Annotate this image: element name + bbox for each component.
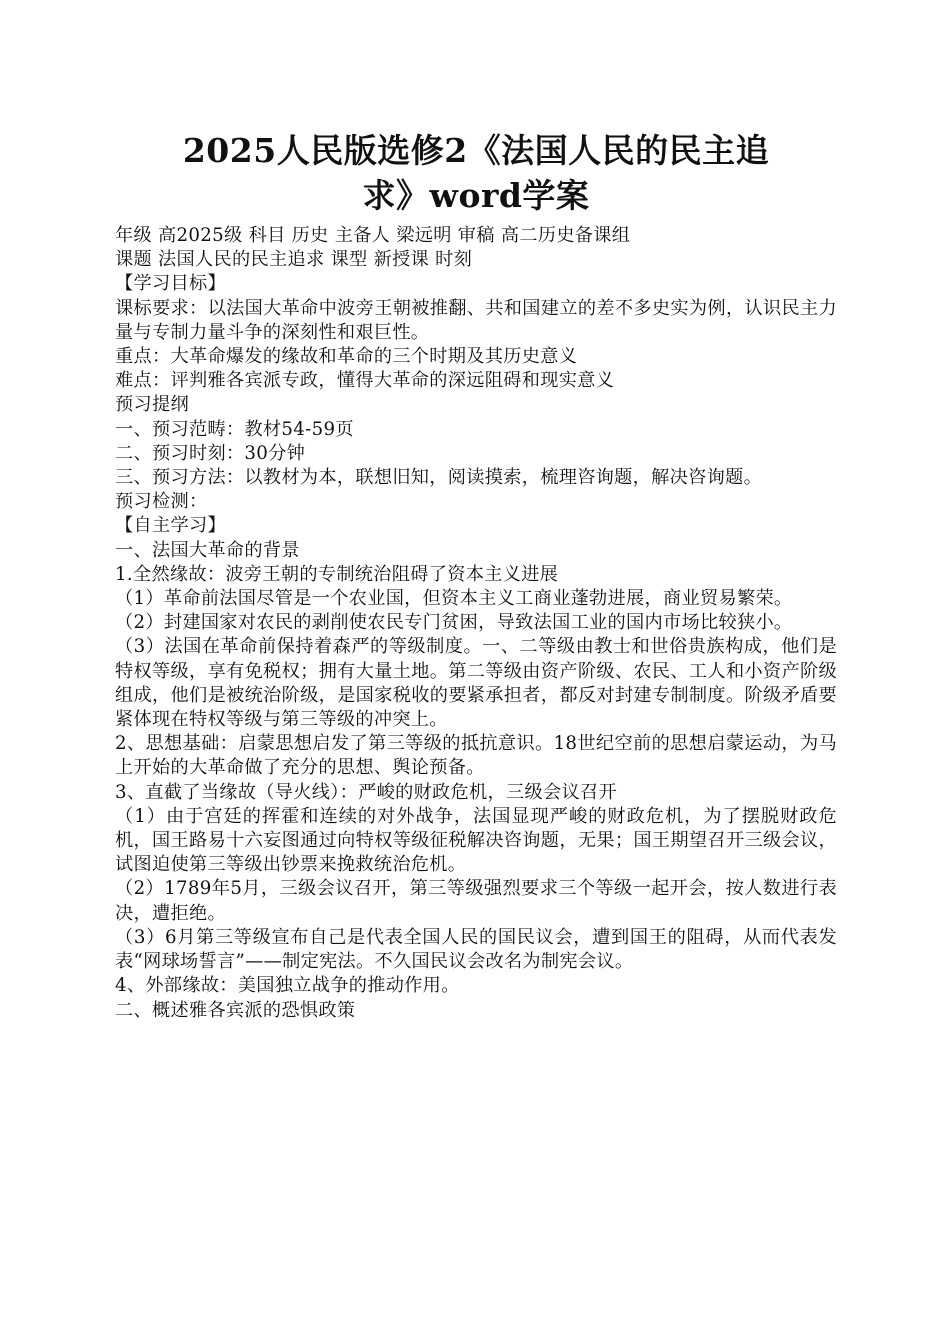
paragraph-direct-cause-3: （3）6月第三等级宣布自己是代表全国人民的国民议会，遭到国王的阻碍，从而代表发表“网球场誓言”——制定宪法。不久国民议会改名为制宪会议。 (115, 926, 837, 973)
subheading-background: 一、法国大革命的背景 (115, 539, 300, 561)
paragraph-preview-check: 预习检测： (115, 491, 208, 513)
paragraph-direct-cause-2: （2）1789年5月，三级会议召开，第三等级强烈要求三个等级一起开会，按人数进行表决，遭拒绝。 (115, 878, 837, 924)
paragraph-preview-scope: 一、预习范畴：教材54-59页 (115, 418, 354, 440)
paragraph-preview-outline: 预习提纲 (115, 394, 189, 416)
paragraph-preview-time: 二、预习时刻：30分钟 (115, 442, 306, 464)
paragraph-cause-3: （3）法国在革命前保持着森严的等级制度。一、二等级由教士和世俗贵族构成，他们是特权等级，享有免税权；拥有大量土地。第二等级由资产阶级、农民、工人和小资产阶级组成，他们是被统治阶级，是国家税收的要紧承担者，都反对封建专制制度。阶级矛盾要紧体现在特权等级与第三等级的冲突上。 (115, 636, 837, 731)
paragraph-direct-cause-1: （1）由于宫廷的挥霍和连续的对外战争，法国显现严峻的财政危机，为了摆脱财政危机，国王路易十六妄图通过向特权等级征税解决咨询题，无果；国王期望召开三级会议，试图迫使第三等级出钞票来挽救统治危机。 (115, 805, 837, 876)
title-line-1: 2025人民版选修2《法国人民的民主追 (182, 131, 770, 170)
document-body (115, 224, 837, 1023)
title-line-2: 求》word学案 (362, 176, 590, 215)
meta-row-grade-subject: 年级 高2025级 科目 历史 主备人 梁远明 审稿 高二历史备课组 (115, 225, 631, 246)
section-heading-objectives: 【学习目标】 (115, 273, 226, 295)
paragraph-cause-2: （2）封建国家对农民的剥削使农民专门贫困，导致法国工业的国内市场比较狭小。 (115, 612, 793, 634)
paragraph-direct-cause: 3、直截了当缘故（导火线）：严峻的财政危机，三级会议召开 (115, 781, 617, 803)
document-title (115, 128, 837, 218)
document-page (115, 128, 837, 1023)
paragraph-root-cause: 1.全然缘故：波旁王朝的专制统治阻碍了资本主义进展 (115, 563, 559, 585)
paragraph-ideological-basis: 2、思想基础：启蒙思想启发了第三等级的抵抗意识。18世纪空前的思想启蒙运动，为马上开始的大革命做了充分的思想、舆论预备。 (115, 733, 837, 779)
subheading-jacobin-terror: 二、概述雅各宾派的恐惧政策 (115, 999, 356, 1021)
paragraph-cause-1: （1）革命前法国尽管是一个农业国，但资本主义工商业蓬勃进展，商业贸易繁荣。 (115, 588, 793, 610)
paragraph-external-cause: 4、外部缘故：美国独立战争的推动作用。 (115, 975, 460, 997)
paragraph-curriculum-requirement: 课标要求：以法国大革命中波旁王朝被推翻、共和国建立的差不多史实为例，认识民主力量与专制力量斗争的深刻性和艰巨性。 (115, 297, 837, 343)
paragraph-key-points: 重点：大革命爆发的缘故和革命的三个时期及其历史意义 (115, 346, 578, 368)
section-heading-self-study: 【自主学习】 (115, 515, 226, 537)
paragraph-difficulties: 难点：评判雅各宾派专政，懂得大革命的深远阻碍和现实意义 (115, 370, 615, 392)
paragraph-preview-method: 三、预习方法：以教材为本，联想旧知，阅读摸索，梳理咨询题，解决咨询题。 (115, 467, 763, 489)
meta-row-topic-type: 课题 法国人民的民主追求 课型 新授课 时刻 (115, 249, 473, 271)
